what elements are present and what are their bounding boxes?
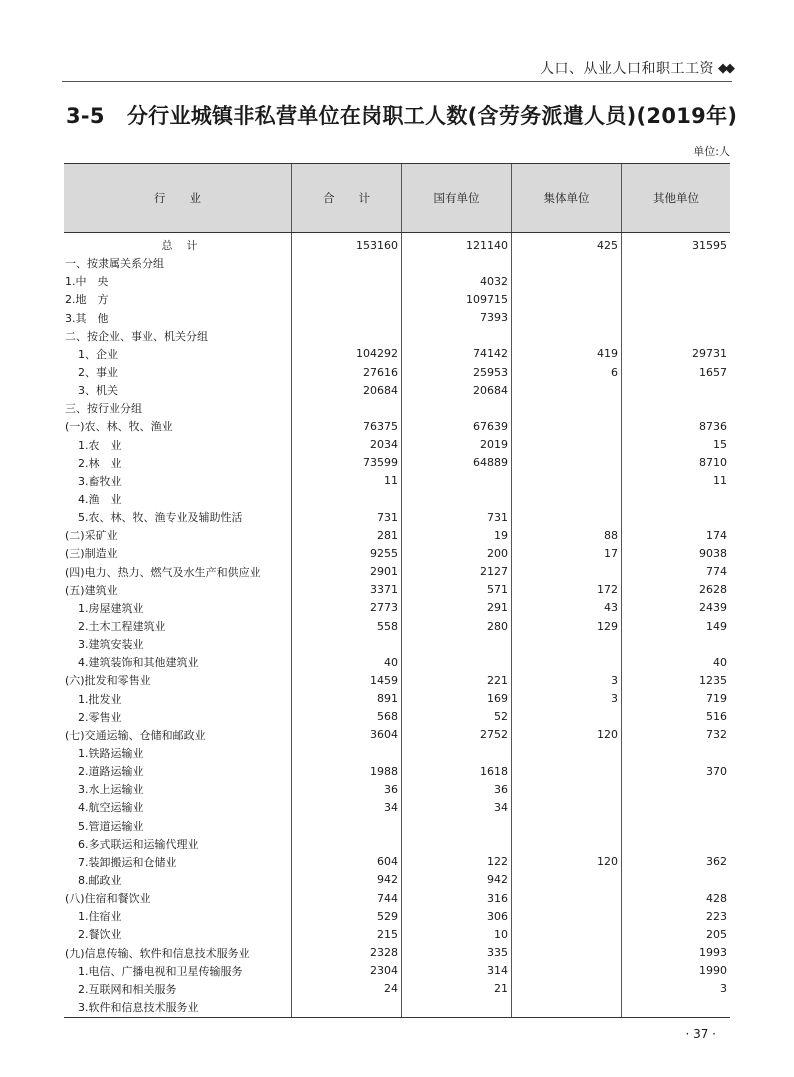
table-row — [64, 962, 730, 980]
value-collective: 3 — [611, 673, 618, 687]
value-collective: 120 — [597, 728, 618, 742]
value-other: 40 — [713, 655, 727, 669]
value-total: 104292 — [356, 347, 398, 361]
value-other: 516 — [706, 710, 727, 724]
table-row — [64, 798, 730, 816]
row-label: 5.农、林、牧、渔专业及辅助性活 — [78, 511, 243, 525]
table-row — [64, 309, 730, 327]
value-state-owned: 2127 — [480, 565, 508, 579]
table-row — [64, 907, 730, 925]
value-state-owned: 1618 — [480, 764, 508, 778]
row-label: 2.零售业 — [78, 710, 122, 724]
value-total: 153160 — [356, 238, 398, 252]
table-row — [64, 762, 730, 780]
value-total: 3604 — [370, 728, 398, 742]
value-collective: 6 — [611, 365, 618, 379]
value-state-owned: 25953 — [473, 365, 508, 379]
value-state-owned: 122 — [487, 855, 508, 869]
value-collective: 129 — [597, 619, 618, 633]
unit-label: 单位:人 — [693, 145, 730, 158]
header-rule — [62, 81, 732, 82]
table-row — [64, 853, 730, 871]
row-label: 1.电信、广播电视和卫星传输服务 — [78, 964, 243, 978]
row-label: 3.水上运输业 — [78, 783, 144, 797]
value-state-owned: 221 — [487, 673, 508, 687]
table-row — [64, 653, 730, 671]
value-other: 1235 — [699, 673, 727, 687]
row-label: 1.批发业 — [78, 692, 122, 706]
table-row — [64, 744, 730, 762]
table-row — [64, 399, 730, 417]
value-other: 3 — [720, 982, 727, 996]
value-collective: 88 — [604, 528, 618, 542]
value-other: 205 — [706, 927, 727, 941]
value-state-owned: 942 — [487, 873, 508, 887]
row-label: 4.建筑装饰和其他建筑业 — [78, 656, 199, 670]
column-header-total: 合计 — [291, 164, 401, 232]
value-other: 719 — [706, 692, 727, 706]
row-label: 2.互联网和相关服务 — [78, 982, 177, 996]
value-collective: 3 — [611, 692, 618, 706]
table-title — [66, 100, 736, 130]
total-row — [64, 236, 730, 254]
row-label: 1.房屋建筑业 — [78, 601, 144, 615]
running-header — [540, 58, 732, 78]
value-state-owned: 67639 — [473, 419, 508, 433]
value-state-owned: 731 — [487, 510, 508, 524]
value-state-owned: 19 — [494, 528, 508, 542]
row-label: 3.其 他 — [65, 311, 109, 325]
table-row — [64, 980, 730, 998]
table-row — [64, 290, 730, 308]
value-total: 558 — [377, 619, 398, 633]
row-label: 1.中 央 — [65, 275, 109, 289]
table-row — [64, 526, 730, 544]
value-other: 774 — [706, 565, 727, 579]
column-header-collective: 集体单位 — [511, 164, 621, 232]
value-state-owned: 21 — [494, 982, 508, 996]
table-row — [64, 617, 730, 635]
row-label: 4.渔 业 — [78, 493, 122, 507]
value-total: 568 — [377, 710, 398, 724]
row-label: 1.住宿业 — [78, 910, 122, 924]
value-total: 604 — [377, 855, 398, 869]
value-collective: 43 — [604, 601, 618, 615]
row-label: 1.农 业 — [78, 438, 122, 452]
row-label: (七)交通运输、仓储和邮政业 — [65, 728, 206, 742]
row-label: (五)建筑业 — [65, 583, 118, 597]
value-state-owned: 64889 — [473, 456, 508, 470]
table-row — [64, 581, 730, 599]
value-other: 223 — [706, 909, 727, 923]
value-other: 1993 — [699, 946, 727, 960]
value-other: 2628 — [699, 583, 727, 597]
value-state-owned: 306 — [487, 909, 508, 923]
table-row — [64, 690, 730, 708]
value-state-owned: 20684 — [473, 383, 508, 397]
value-other: 29731 — [692, 347, 727, 361]
value-state-owned: 10 — [494, 927, 508, 941]
table-row — [64, 943, 730, 961]
value-collective: 120 — [597, 855, 618, 869]
value-total: 9255 — [370, 546, 398, 560]
value-state-owned: 121140 — [466, 238, 508, 252]
value-other: 9038 — [699, 546, 727, 560]
row-label: 3.畜牧业 — [78, 474, 122, 488]
table-row — [64, 726, 730, 744]
value-state-owned: 291 — [487, 601, 508, 615]
value-total: 215 — [377, 927, 398, 941]
table-row — [64, 889, 730, 907]
table-row — [64, 780, 730, 798]
value-total: 1459 — [370, 673, 398, 687]
row-label: 2.地 方 — [65, 293, 109, 307]
value-total: 24 — [384, 982, 398, 996]
row-label: (四)电力、热力、燃气及水生产和供应业 — [65, 565, 261, 579]
table-body — [64, 233, 730, 1018]
row-label: 1.铁路运输业 — [78, 747, 144, 760]
value-total: 3371 — [370, 583, 398, 597]
table-row — [64, 671, 730, 689]
value-other: 2439 — [699, 601, 727, 615]
value-total: 2901 — [370, 565, 398, 579]
table-row — [64, 599, 730, 617]
value-other: 174 — [706, 528, 727, 542]
value-total: 731 — [377, 510, 398, 524]
row-label: (八)住宿和餐饮业 — [65, 892, 151, 906]
value-total: 529 — [377, 909, 398, 923]
value-total: 20684 — [363, 383, 398, 397]
page-number: · 37 · — [685, 1027, 716, 1041]
value-state-owned: 4032 — [480, 274, 508, 288]
row-label: 一、按隶属关系分组 — [65, 257, 164, 271]
table-row — [64, 635, 730, 653]
table-title-text: 分行业城镇非私营单位在岗职工人数(含劳务派遣人员)(2019年) — [126, 104, 738, 128]
row-label: 2.道路运输业 — [78, 765, 144, 779]
row-label: 3、机关 — [78, 384, 118, 398]
row-label: 总计 — [161, 239, 212, 253]
value-total: 2773 — [370, 601, 398, 615]
value-state-owned: 7393 — [480, 311, 508, 325]
value-total: 744 — [377, 891, 398, 905]
table-number: 3-5 — [66, 104, 105, 128]
table-row — [64, 998, 730, 1016]
value-collective: 172 — [597, 583, 618, 597]
value-other: 428 — [706, 891, 727, 905]
table-row — [64, 871, 730, 889]
value-total: 11 — [384, 474, 398, 488]
value-other: 732 — [706, 728, 727, 742]
value-state-owned: 571 — [487, 583, 508, 597]
row-label: 5.管道运输业 — [78, 819, 144, 833]
table-row — [64, 544, 730, 562]
value-total: 36 — [384, 782, 398, 796]
value-total: 2328 — [370, 946, 398, 960]
value-other: 149 — [706, 619, 727, 633]
row-label: (九)信息传输、软件和信息技术服务业 — [65, 946, 250, 960]
value-other: 362 — [706, 855, 727, 869]
column-header-industry: 行业 — [154, 191, 225, 205]
row-label: (一)农、林、牧、渔业 — [65, 420, 173, 434]
table-row — [64, 708, 730, 726]
row-label: 二、按企业、事业、机关分组 — [65, 329, 208, 343]
table-row — [64, 417, 730, 435]
value-state-owned: 74142 — [473, 347, 508, 361]
data-table — [64, 163, 730, 1018]
diamond-ornament-icon: ◆◆ — [718, 60, 732, 76]
row-label: (二)采矿业 — [65, 529, 118, 543]
row-label: 2.土木工程建筑业 — [78, 620, 166, 634]
row-label: 三、按行业分组 — [65, 402, 142, 416]
value-total: 2034 — [370, 438, 398, 452]
table-header — [64, 163, 730, 233]
value-other: 1990 — [699, 964, 727, 978]
row-label: 8.邮政业 — [78, 873, 122, 887]
running-header-text: 人口、从业人口和职工工资 — [540, 61, 714, 77]
column-header-state-owned: 国有单位 — [401, 164, 511, 232]
table-row — [64, 472, 730, 490]
table-row — [64, 835, 730, 853]
value-state-owned: 335 — [487, 946, 508, 960]
value-total: 27616 — [363, 365, 398, 379]
value-state-owned: 2752 — [480, 728, 508, 742]
value-state-owned: 36 — [494, 782, 508, 796]
table-row — [64, 327, 730, 345]
row-label: (六)批发和零售业 — [65, 674, 151, 688]
table-row — [64, 272, 730, 290]
value-other: 8710 — [699, 456, 727, 470]
table-row — [64, 363, 730, 381]
value-state-owned: 109715 — [466, 292, 508, 306]
value-state-owned: 169 — [487, 692, 508, 706]
row-label: 2.餐饮业 — [78, 928, 122, 942]
table-row — [64, 254, 730, 272]
value-collective: 17 — [604, 546, 618, 560]
table-row — [64, 381, 730, 399]
row-label: 4.航空运输业 — [78, 801, 144, 815]
value-total: 34 — [384, 800, 398, 814]
value-total: 2304 — [370, 964, 398, 978]
value-other: 15 — [713, 438, 727, 452]
value-total: 942 — [377, 873, 398, 887]
column-header-other: 其他单位 — [621, 164, 730, 232]
table-row — [64, 563, 730, 581]
value-other: 1657 — [699, 365, 727, 379]
value-collective: 419 — [597, 347, 618, 361]
value-total: 281 — [377, 528, 398, 542]
value-other: 370 — [706, 764, 727, 778]
value-state-owned: 316 — [487, 891, 508, 905]
table-row — [64, 454, 730, 472]
row-label: 2.林 业 — [78, 456, 122, 470]
table-row — [64, 817, 730, 835]
row-label: 3.软件和信息技术服务业 — [78, 1000, 199, 1014]
value-state-owned: 34 — [494, 800, 508, 814]
value-total: 891 — [377, 692, 398, 706]
table-row — [64, 436, 730, 454]
value-total: 1988 — [370, 764, 398, 778]
table-row — [64, 345, 730, 363]
row-label: 1、企业 — [78, 347, 118, 361]
value-state-owned: 2019 — [480, 438, 508, 452]
row-label: 7.装卸搬运和仓储业 — [78, 855, 177, 869]
value-other: 11 — [713, 474, 727, 488]
value-total: 73599 — [363, 456, 398, 470]
value-other: 31595 — [692, 238, 727, 252]
value-state-owned: 314 — [487, 964, 508, 978]
table-row — [64, 490, 730, 508]
value-state-owned: 200 — [487, 546, 508, 560]
row-label: 3.建筑安装业 — [78, 638, 144, 652]
value-collective: 425 — [597, 238, 618, 252]
value-state-owned: 280 — [487, 619, 508, 633]
table-row — [64, 508, 730, 526]
value-other: 8736 — [699, 419, 727, 433]
value-total: 40 — [384, 655, 398, 669]
row-label: 6.多式联运和运输代理业 — [78, 837, 199, 851]
row-label: (三)制造业 — [65, 547, 118, 561]
value-state-owned: 52 — [494, 710, 508, 724]
table-row — [64, 925, 730, 943]
value-total: 76375 — [363, 419, 398, 433]
row-label: 2、事业 — [78, 366, 118, 380]
